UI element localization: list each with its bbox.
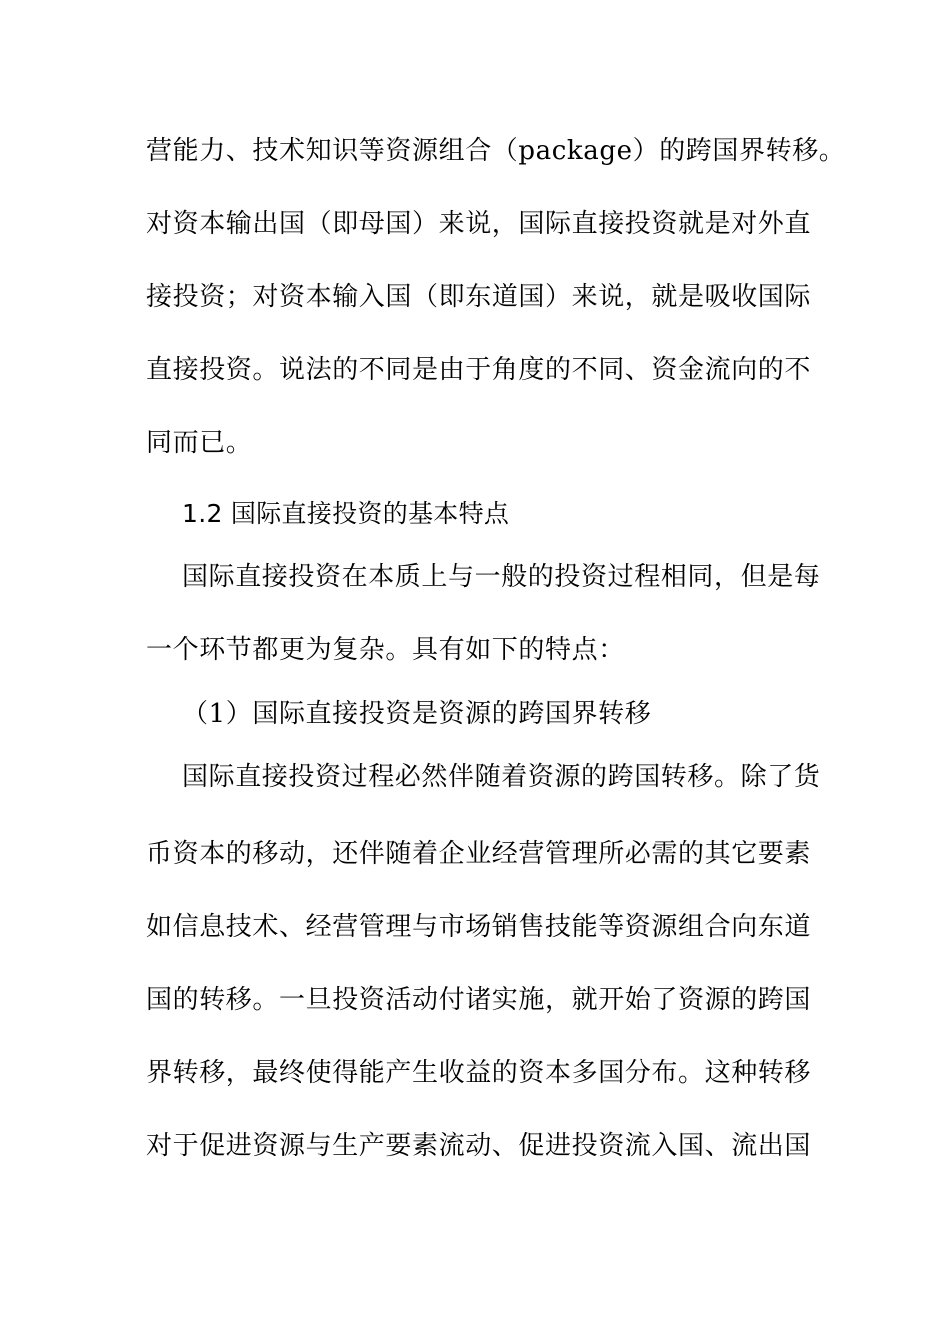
paragraph-line: 国的转移。一旦投资活动付诸实施，就开始了资源的跨国 <box>146 985 812 1015</box>
sub-heading: （1）国际直接投资是资源的跨国界转移 <box>182 699 652 729</box>
paragraph-line: 界转移，最终使得能产生收益的资本多国分布。这种转移 <box>146 1058 812 1088</box>
paragraph-line: 接投资；对资本输入国（即东道国）来说，就是吸收国际 <box>146 282 812 312</box>
paragraph-line: 对于促进资源与生产要素流动、促进投资流入国、流出国 <box>146 1131 812 1161</box>
paragraph-line: 直接投资。说法的不同是由于角度的不同、资金流向的不 <box>146 355 812 385</box>
paragraph-line: 币资本的移动，还伴随着企业经营管理所必需的其它要素 <box>146 839 812 869</box>
paragraph-line: 同而已。 <box>146 428 253 458</box>
paragraph-line: 营能力、技术知识等资源组合（package）的跨国界转移。 <box>146 136 846 166</box>
section-heading: 1.2 国际直接投资的基本特点 <box>182 499 510 528</box>
paragraph-line: 一个环节都更为复杂。具有如下的特点： <box>146 635 625 665</box>
paragraph-line: 对资本输出国（即母国）来说，国际直接投资就是对外直 <box>146 209 812 239</box>
paragraph-line: 国际直接投资过程必然伴随着资源的跨国转移。除了货 <box>182 762 821 792</box>
paragraph-line: 如信息技术、经营管理与市场销售技能等资源组合向东道 <box>146 912 812 942</box>
paragraph-line: 国际直接投资在本质上与一般的投资过程相同，但是每 <box>182 562 821 592</box>
